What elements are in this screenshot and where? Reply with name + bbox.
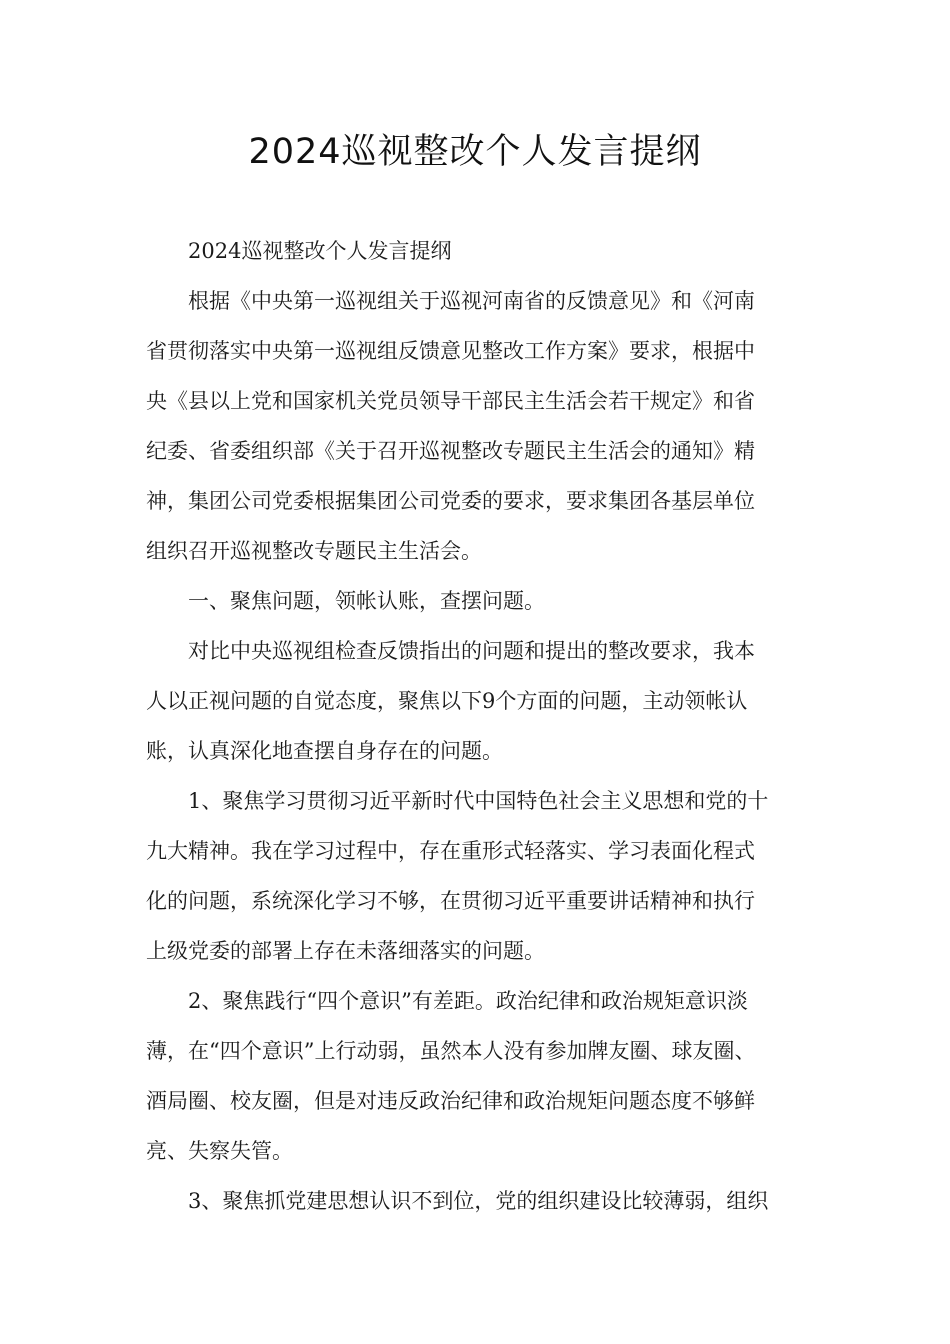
paragraph-line: 2、聚焦践行“四个意识”有差距。政治纪律和政治规矩意识淡 — [188, 989, 748, 1013]
paragraph-line: 上级党委的部署上存在未落细落实的问题。 — [146, 939, 545, 963]
paragraph-line: 账，认真深化地查摆自身存在的问题。 — [146, 739, 503, 763]
paragraph-line: 省贯彻落实中央第一巡视组反馈意见整改工作方案》要求，根据中 — [146, 339, 755, 363]
paragraph-line: 1、聚焦学习贯彻习近平新时代中国特色社会主义思想和党的十 — [188, 789, 769, 813]
paragraph-line: 亮、失察失管。 — [146, 1139, 293, 1163]
paragraph-line: 央《县以上党和国家机关党员领导干部民主生活会若干规定》和省 — [146, 389, 755, 413]
paragraph-line: 组织召开巡视整改专题民主生活会。 — [146, 539, 482, 563]
section-heading: 一、聚焦问题，领帐认账，查摆问题。 — [188, 589, 545, 613]
paragraph-line: 3、聚焦抓党建思想认识不到位，党的组织建设比较薄弱，组织 — [188, 1189, 769, 1213]
document-title: 2024巡视整改个人发言提纲 — [248, 132, 702, 172]
paragraph-line: 化的问题，系统深化学习不够，在贯彻习近平重要讲话精神和执行 — [146, 889, 755, 913]
paragraph-line: 根据《中央第一巡视组关于巡视河南省的反馈意见》和《河南 — [188, 289, 755, 313]
paragraph-line: 纪委、省委组织部《关于召开巡视整改专题民主生活会的通知》精 — [146, 439, 755, 463]
paragraph-line: 对比中央巡视组检查反馈指出的问题和提出的整改要求，我本 — [188, 639, 755, 663]
paragraph-line: 人以正视问题的自觉态度，聚焦以下9个方面的问题，主动领帐认 — [146, 689, 748, 713]
paragraph-line: 神，集团公司党委根据集团公司党委的要求，要求集团各基层单位 — [146, 489, 755, 513]
subtitle-line: 2024巡视整改个人发言提纲 — [188, 239, 452, 263]
paragraph-line: 薄，在“四个意识”上行动弱，虽然本人没有参加牌友圈、球友圈、 — [146, 1039, 756, 1063]
paragraph-line: 酒局圈、校友圈，但是对违反政治纪律和政治规矩问题态度不够鲜 — [146, 1089, 755, 1113]
paragraph-line: 九大精神。我在学习过程中，存在重形式轻落实、学习表面化程式 — [146, 839, 755, 863]
